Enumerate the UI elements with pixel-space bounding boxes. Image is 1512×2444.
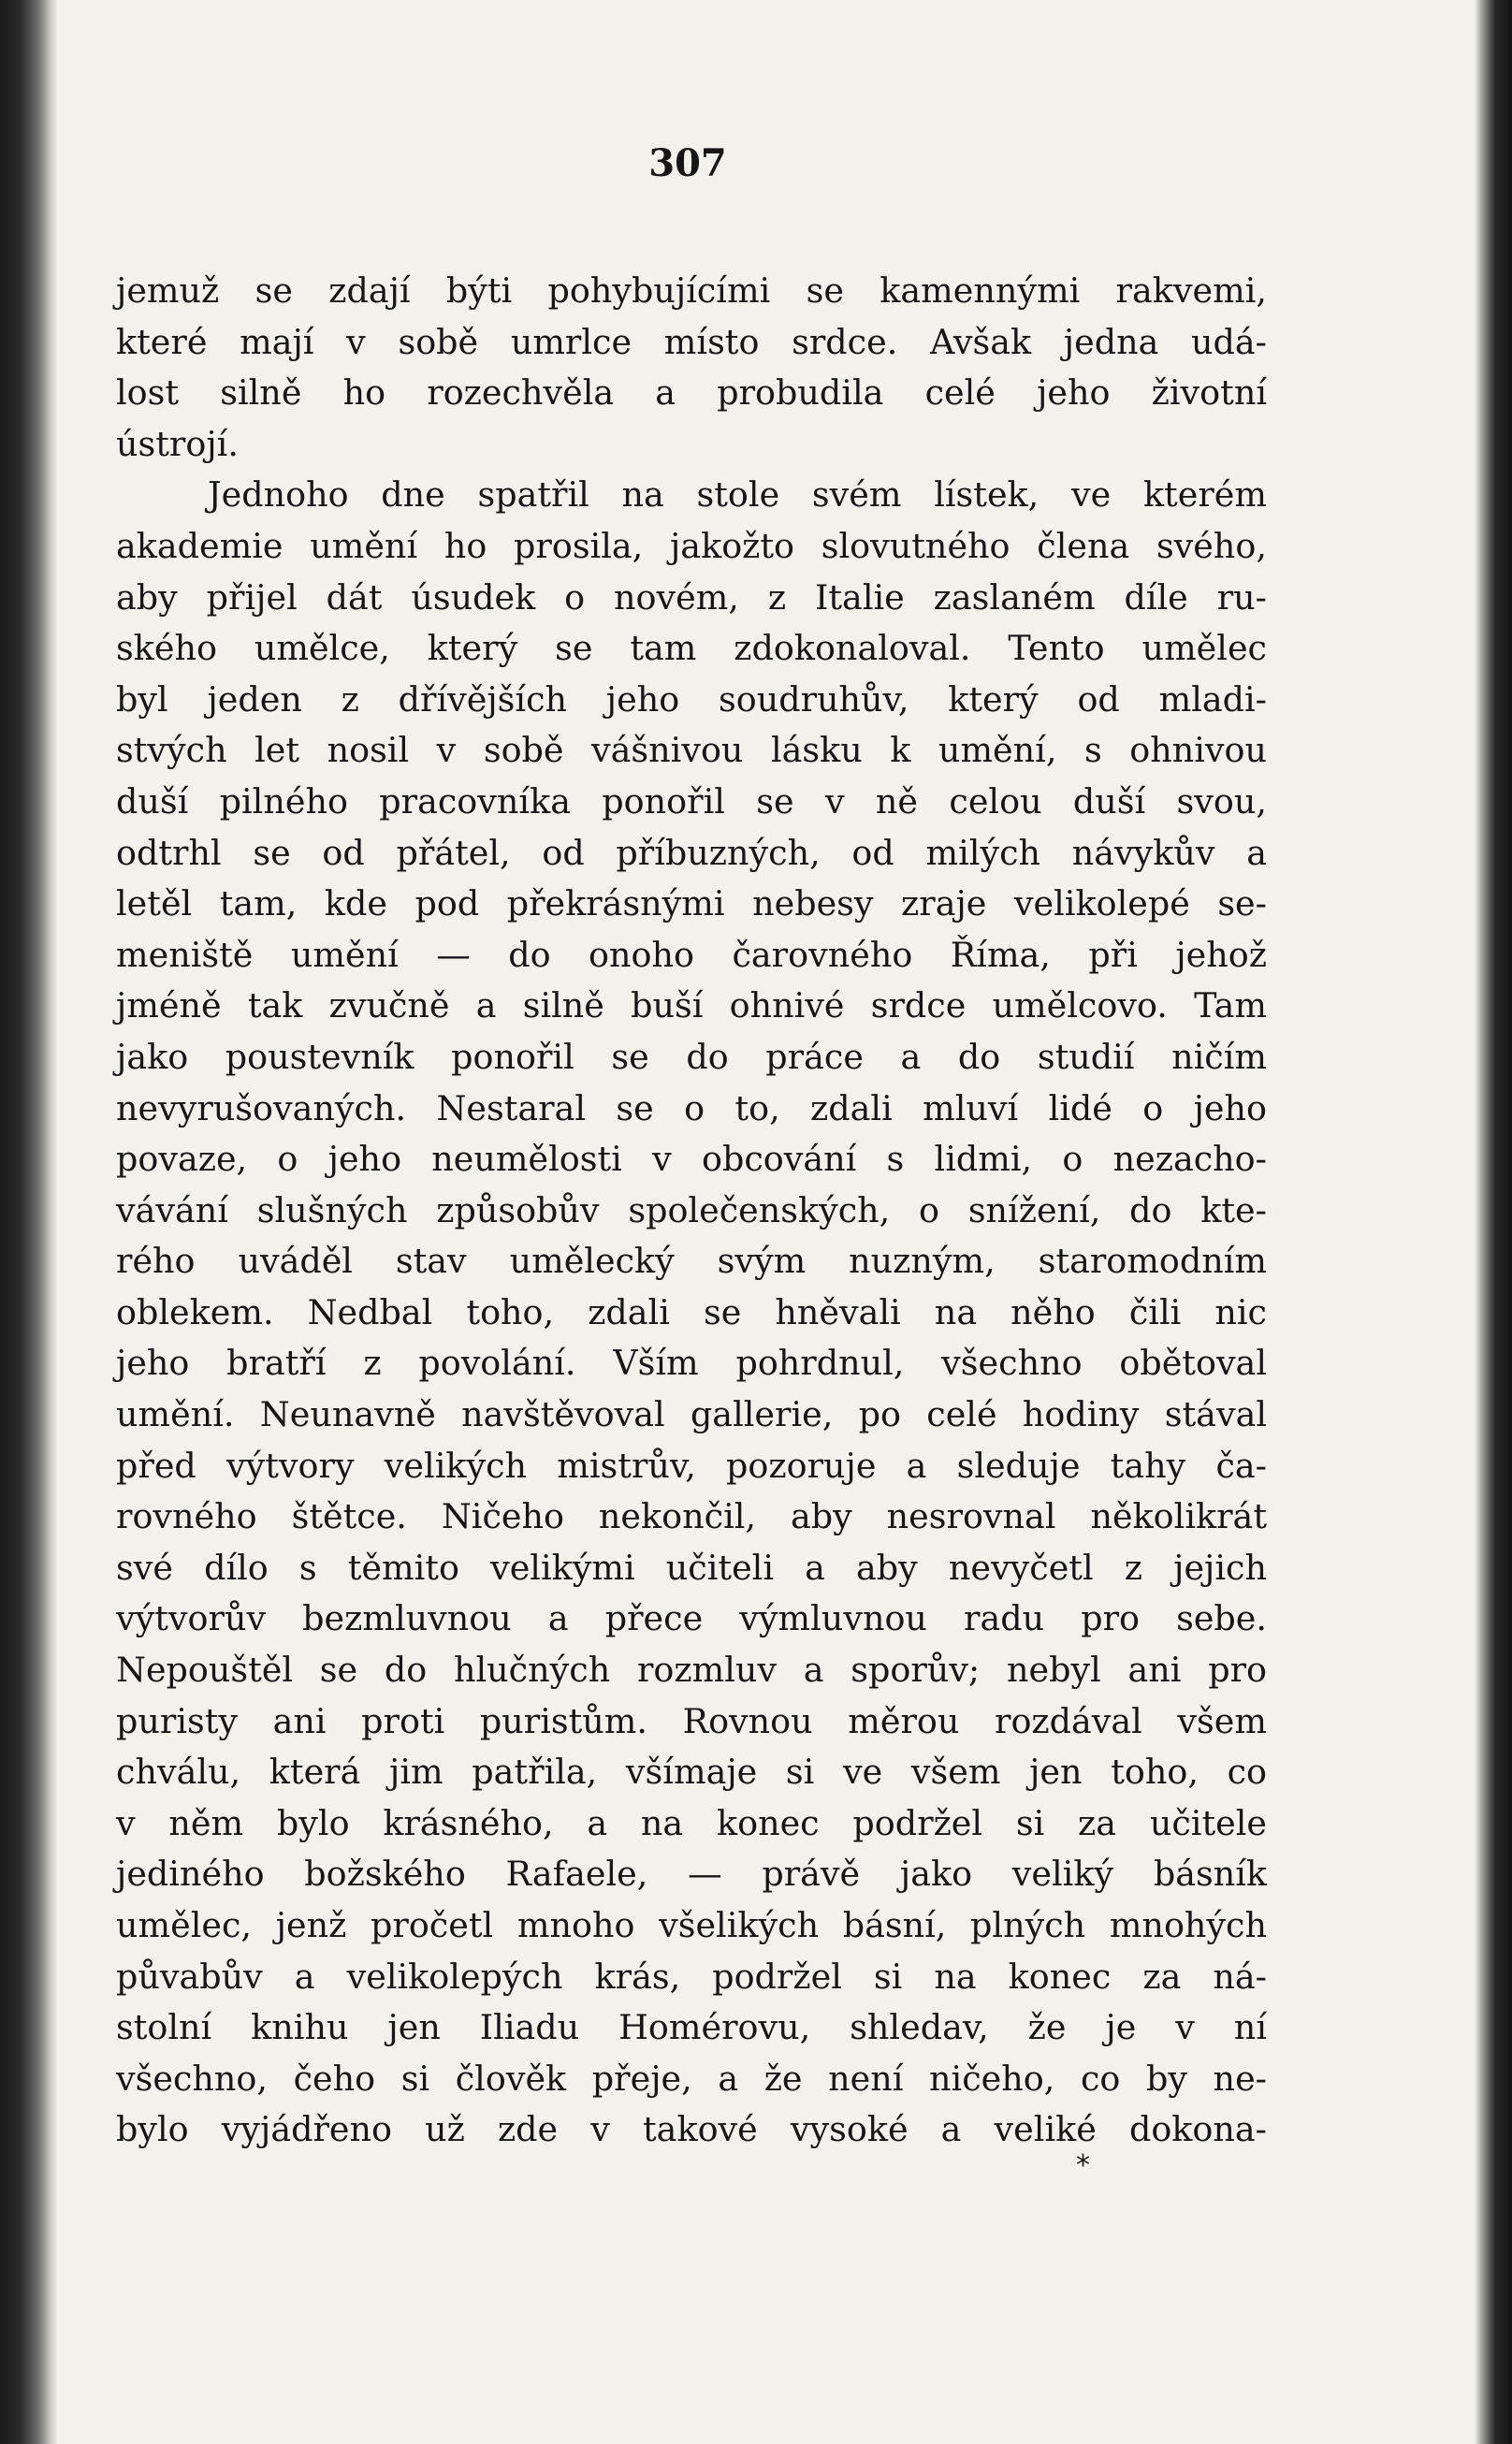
text-line: jediného božského Rafaele, — právě jako veliký básník — [116, 1854, 1267, 1895]
text-line: své dílo s těmito velikými učiteli a aby nevyčetl z jejich — [116, 1547, 1267, 1588]
text-line: duší pilného pracovníka ponořil se v ně celou duší svou, — [116, 780, 1267, 822]
right-edge-shadow — [1475, 0, 1512, 2444]
text-line: odtrhl se od přátel, od příbuzných, od milých návykův a — [116, 832, 1267, 873]
text-line: jméně tak zvučně a silně buší ohnivé srdce umělcovo. Tam — [116, 985, 1267, 1026]
text-line: oblekem. Nedbal toho, zdali se hněvali na něho čili nic — [116, 1291, 1267, 1332]
text-line: ústrojí. — [116, 423, 239, 464]
text-line: lost silně ho rozechvěla a probudila celé jeho životní — [116, 372, 1267, 414]
text-line: umělec, jenž pročetl mnoho všelikých básní, plných mnohých — [116, 1905, 1267, 1945]
text-line: Nepouštěl se do hlučných rozmluv a sporův; nebyl ani pro — [116, 1650, 1267, 1691]
page-number: 307 — [648, 141, 727, 185]
text-line: stolní knihu jen Iliadu Homérovu, shledav, že je v ní — [116, 2007, 1267, 2048]
signature-mark: * — [1076, 2149, 1090, 2182]
text-line: chválu, která jim patřila, všímaje si ve všem jen toho, co — [116, 1752, 1267, 1793]
text-line: rovného štětce. Ničeho nekončil, aby nesrovnal několikrát — [116, 1496, 1267, 1537]
body-text — [116, 266, 1267, 2156]
text-line: jako poustevník ponořil se do práce a do studií ničím — [116, 1036, 1267, 1077]
text-line: Jednoho dne spatřil na stole svém lístek, ve kterém — [208, 474, 1267, 516]
binding-edge-shadow — [0, 0, 58, 2444]
text-line: vávání slušných způsobův společenských, o snížení, do kte- — [116, 1189, 1267, 1230]
text-line: puristy ani proti puristům. Rovnou měrou rozdával všem — [116, 1700, 1267, 1741]
text-line: akademie umění ho prosila, jakožto slovutného člena svého, — [116, 525, 1267, 566]
text-line: jeho bratří z povolání. Vším pohrdnul, všechno obětoval — [116, 1343, 1267, 1384]
text-line: stvých let nosil v sobě vášnivou lásku k umění, s ohnivou — [116, 730, 1267, 771]
text-line: všechno, čeho si člověk přeje, a že není ničeho, co by ne- — [116, 2058, 1267, 2099]
text-line: které mají v sobě umrlce místo srdce. Avšak jedna udá- — [116, 321, 1267, 362]
text-line: byl jeden z dřívějších jeho soudruhův, který od mladi- — [116, 678, 1267, 720]
text-line: povaze, o jeho neumělosti v obcování s lidmi, o nezacho- — [116, 1139, 1267, 1180]
text-line: aby přijel dát úsudek o novém, z Italie zaslaném díle ru- — [116, 576, 1267, 618]
text-line: ského umělce, který se tam zdokonaloval. Tento umělec — [116, 628, 1267, 669]
text-line: před výtvory velikých mistrův, pozoruje a sleduje tahy ča- — [116, 1445, 1267, 1486]
text-line: v něm bylo krásného, a na konec podržel si za učitele — [116, 1802, 1267, 1843]
text-line: výtvorův bezmluvnou a přece výmluvnou radu pro sebe. — [116, 1598, 1267, 1639]
text-line: půvabův a velikolepých krás, podržel si na konec za ná- — [116, 1956, 1267, 1997]
text-line: nevyrušovaných. Nestaral se o to, zdali mluví lidé o jeho — [116, 1087, 1267, 1128]
text-line: meniště umění — do onoho čarovného Říma, při jehož — [116, 934, 1267, 975]
text-line: letěl tam, kde pod překrásnými nebesy zraje velikolepé se- — [116, 883, 1267, 924]
text-line: bylo vyjádřeno už zde v takové vysoké a veliké dokona- — [116, 2109, 1267, 2150]
text-line: rého uváděl stav umělecký svým nuzným, staromodním — [116, 1241, 1267, 1282]
text-line: jemuž se zdají býti pohybujícími se kamennými rakvemi, — [116, 270, 1267, 311]
text-line: umění. Neunavně navštěvoval gallerie, po celé hodiny stával — [116, 1394, 1267, 1435]
